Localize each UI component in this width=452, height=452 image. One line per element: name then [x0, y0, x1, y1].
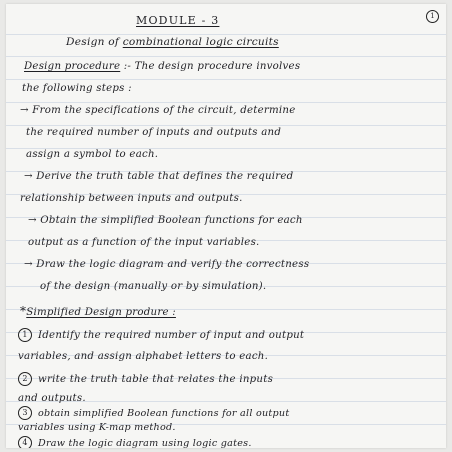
- text-line: → Draw the logic diagram and verify the correctness: [24, 259, 310, 270]
- item-number-badge: 4: [18, 436, 32, 448]
- item-number-badge: 1: [18, 328, 32, 342]
- ruled-line: [6, 79, 446, 80]
- text-line: relationship between inputs and outputs.: [20, 193, 243, 204]
- list-item-cont: variables using K-map method.: [18, 422, 176, 433]
- list-item-cont: variables, and assign alphabet letters to each.: [18, 351, 269, 362]
- list-item-text: Identify the required number of input and output: [38, 330, 305, 341]
- notebook-page: [6, 4, 446, 448]
- item-number-badge: 3: [18, 406, 32, 420]
- subtitle-prefix: Design of: [66, 36, 123, 48]
- subtitle-topic: combinational logic circuits: [122, 36, 279, 48]
- text-line: the following steps :: [22, 83, 132, 94]
- item-number-badge: 2: [18, 372, 32, 386]
- simplified-heading-text: Simplified Design produre :: [26, 307, 176, 318]
- text-line: → Obtain the simplified Boolean functions for each: [28, 215, 303, 226]
- design-procedure-intro: [24, 61, 300, 72]
- ruled-line: [6, 56, 446, 57]
- text-line: → From the specifications of the circuit, determine: [20, 105, 296, 116]
- list-item: [18, 372, 273, 386]
- text-line: of the design (manually or by simulation).: [40, 281, 267, 292]
- page-number: 1: [426, 10, 439, 23]
- text-line: assign a symbol to each.: [26, 149, 159, 160]
- text-line: output as a function of the input variables.: [28, 237, 260, 248]
- list-item: [18, 436, 252, 448]
- star-icon: *: [20, 304, 27, 318]
- module-title: MODULE - 3: [136, 14, 220, 27]
- simplified-heading: [20, 304, 176, 318]
- list-item: [18, 406, 289, 420]
- ruled-line: [6, 102, 446, 103]
- subtitle: [66, 36, 279, 48]
- list-item-text: write the truth table that relates the inputs: [38, 374, 274, 385]
- text-line: the required number of inputs and outputs and: [26, 127, 282, 138]
- text-line: → Derive the truth table that defines the required: [24, 171, 294, 182]
- list-item: [18, 328, 304, 342]
- ruled-line: [6, 34, 446, 35]
- ruled-line: [6, 125, 446, 126]
- design-procedure-intro-text: :- The design procedure involves: [123, 61, 301, 72]
- list-item-text: Draw the logic diagram using logic gates.: [38, 438, 252, 448]
- design-procedure-heading: Design procedure: [24, 61, 121, 72]
- list-item-text: obtain simplified Boolean functions for all output: [38, 408, 290, 419]
- list-item-cont: and outputs.: [18, 393, 86, 404]
